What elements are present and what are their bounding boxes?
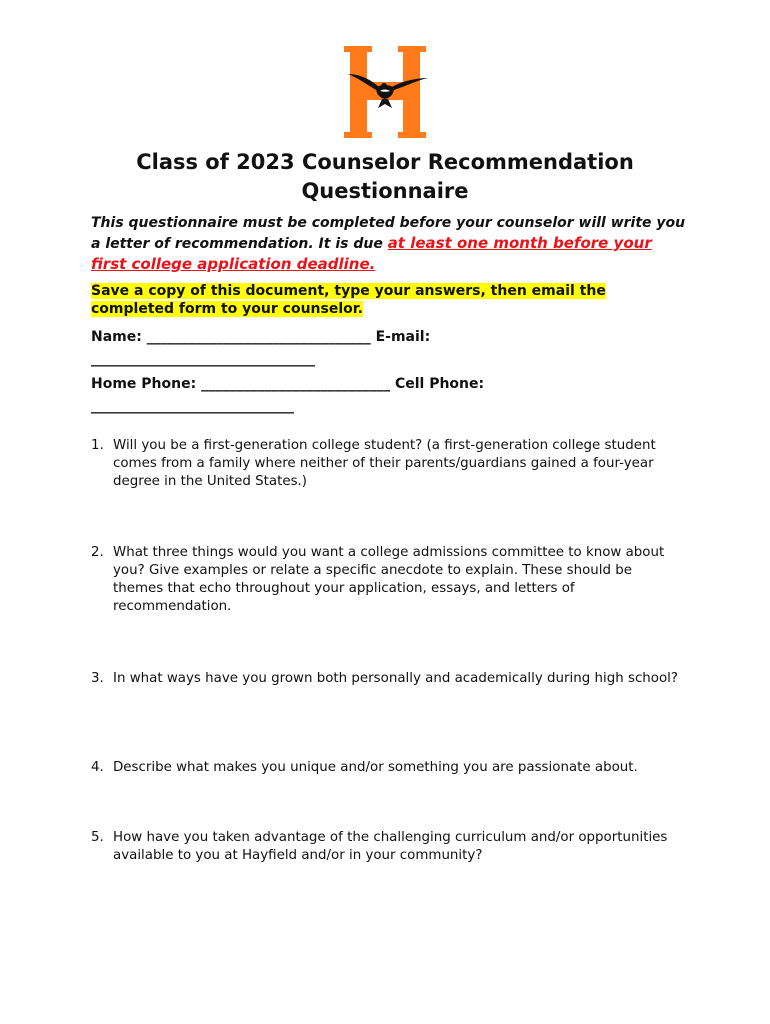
- question-item: [91, 437, 681, 491]
- question-number: 1.: [91, 438, 104, 453]
- page-title: [100, 148, 670, 206]
- question-text: What three things would you want a college admissions committee to know about you? Give examples or relate a specific anecdote to explain. These should be themes that echo throughout your application, essays, and letters of recommendation.: [113, 545, 665, 614]
- question-item: [91, 544, 681, 616]
- phone-line: Home Phone: ___________________________ Cell Phone:: [91, 376, 485, 392]
- title-line-2: Questionnaire: [301, 179, 469, 203]
- question-number: 4.: [91, 760, 104, 775]
- question-number: 3.: [91, 671, 104, 686]
- email-blank-line: ________________________________: [91, 351, 315, 367]
- intro-paragraph: [91, 213, 691, 275]
- question-number: 2.: [91, 545, 104, 560]
- title-line-1: Class of 2023 Counselor Recommendation: [136, 150, 634, 174]
- intro-text: This questionnaire must be completed before your counselor will write you a letter of recommendation. It is due: [91, 215, 686, 252]
- instruction-note: [91, 282, 651, 318]
- question-item: [91, 829, 681, 865]
- due-date-note: at least one month before your first college application deadline: [91, 234, 652, 273]
- question-text: How have you taken advantage of the challenging curriculum and/or opportunities available to you at Hayfield and/or in your community?: [113, 830, 668, 863]
- question-item: [91, 670, 681, 688]
- name-email-line: Name: ________________________________ E-mail:: [91, 329, 431, 345]
- intro-end: .: [369, 255, 376, 273]
- question-number: 5.: [91, 830, 104, 845]
- cell-phone-blank-line: _____________________________: [91, 398, 294, 414]
- hawk-letter-h-logo: [340, 44, 430, 140]
- question-text: In what ways have you grown both personally and academically during high school?: [113, 671, 679, 686]
- question-text: Describe what makes you unique and/or something you are passionate about.: [113, 760, 638, 775]
- instruction-text: Save a copy of this document, type your answers, then email the completed form to your counselor.: [91, 283, 606, 317]
- question-item: [91, 759, 681, 777]
- question-text: Will you be a first-generation college student? (a first-generation college student comes from a family where neither of their parents/guardians gained a four-year degree in the United States.): [113, 438, 656, 489]
